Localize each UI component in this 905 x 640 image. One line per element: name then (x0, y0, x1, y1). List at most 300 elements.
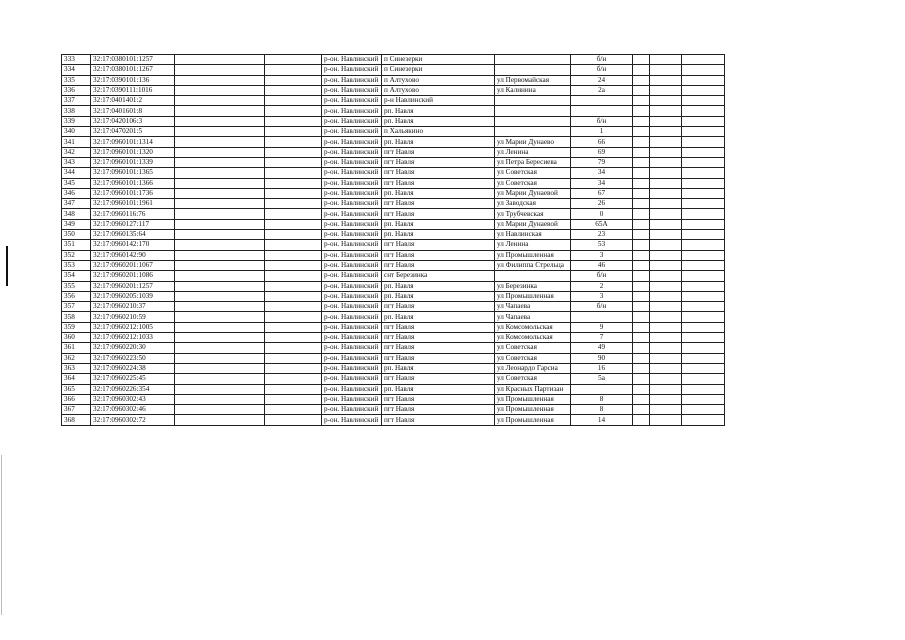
house-cell: 66 (571, 137, 633, 147)
cadastral-number: 32:17:0960212:1005 (91, 322, 175, 332)
settlement-cell: пгт Навля (382, 199, 495, 209)
district-cell: р-он. Навлинский (322, 374, 382, 384)
table-row (62, 116, 725, 126)
empty-cell (650, 219, 682, 229)
row-number: 335 (62, 75, 91, 85)
row-number: 343 (62, 157, 91, 167)
settlement-cell: рп. Навля (382, 291, 495, 301)
table-row (62, 137, 725, 147)
empty-cell (633, 230, 650, 240)
empty-cell (175, 394, 265, 404)
house-cell: 69 (571, 147, 633, 157)
district-cell: р-он. Навлинский (322, 291, 382, 301)
empty-cell (175, 209, 265, 219)
cadastral-number: 32:17:0960201:1067 (91, 260, 175, 270)
settlement-cell: пгт Навля (382, 415, 495, 425)
street-cell: ул Советская (495, 374, 571, 384)
cadastral-number: 32:17:0960101:1961 (91, 199, 175, 209)
table-row (62, 333, 725, 343)
table-row (62, 312, 725, 322)
table-row (62, 209, 725, 219)
empty-cell (650, 322, 682, 332)
empty-cell (682, 178, 725, 188)
cadastral-number: 32:17:0960142:170 (91, 240, 175, 250)
empty-cell (633, 127, 650, 137)
table-row (62, 106, 725, 116)
empty-cell (265, 168, 322, 178)
district-cell: р-он. Навлинский (322, 85, 382, 95)
settlement-cell: пгт Навля (382, 260, 495, 270)
cadastral-number: 32:17:0390111:1016 (91, 85, 175, 95)
house-cell: 90 (571, 353, 633, 363)
row-number: 337 (62, 96, 91, 106)
district-cell: р-он. Навлинский (322, 96, 382, 106)
empty-cell (682, 271, 725, 281)
empty-cell (265, 260, 322, 270)
row-number: 345 (62, 178, 91, 188)
empty-cell (265, 281, 322, 291)
empty-cell (633, 178, 650, 188)
empty-cell (650, 374, 682, 384)
empty-cell (175, 116, 265, 126)
empty-cell (650, 137, 682, 147)
settlement-cell: п Хальякино (382, 127, 495, 137)
empty-cell (633, 343, 650, 353)
house-cell: б/н (571, 271, 633, 281)
empty-cell (175, 157, 265, 167)
street-cell (495, 106, 571, 116)
empty-cell (633, 168, 650, 178)
settlement-cell: рп. Навля (382, 281, 495, 291)
empty-cell (175, 168, 265, 178)
settlement-cell: пгт Навля (382, 353, 495, 363)
empty-cell (682, 209, 725, 219)
street-cell: ул Леонардо Гарсиа (495, 363, 571, 373)
row-number: 339 (62, 116, 91, 126)
empty-cell (175, 384, 265, 394)
district-cell: р-он. Навлинский (322, 65, 382, 75)
row-number: 336 (62, 85, 91, 95)
row-number: 351 (62, 240, 91, 250)
empty-cell (175, 230, 265, 240)
empty-cell (650, 302, 682, 312)
empty-cell (265, 116, 322, 126)
house-cell (571, 312, 633, 322)
street-cell: ул Калинина (495, 85, 571, 95)
settlement-cell: пгт Навля (382, 343, 495, 353)
district-cell: р-он. Навлинский (322, 168, 382, 178)
empty-cell (265, 384, 322, 394)
cadastral-number: 32:17:0960212:1033 (91, 333, 175, 343)
empty-cell (633, 302, 650, 312)
empty-cell (633, 65, 650, 75)
empty-cell (175, 363, 265, 373)
row-number: 359 (62, 322, 91, 332)
house-cell: 16 (571, 363, 633, 373)
settlement-cell: пгт Навля (382, 302, 495, 312)
street-cell: ул Навлинская (495, 230, 571, 240)
empty-cell (265, 209, 322, 219)
empty-cell (175, 405, 265, 415)
house-cell: 3 (571, 291, 633, 301)
row-number: 361 (62, 343, 91, 353)
empty-cell (633, 157, 650, 167)
row-number: 348 (62, 209, 91, 219)
empty-cell (682, 353, 725, 363)
street-cell: ул Промышленная (495, 291, 571, 301)
empty-cell (682, 85, 725, 95)
row-number: 344 (62, 168, 91, 178)
cadastral-number: 32:17:0960220:30 (91, 343, 175, 353)
binder-mark (6, 246, 8, 286)
street-cell: ул Филиппа Стрельца (495, 260, 571, 270)
row-number: 368 (62, 415, 91, 425)
table-row (62, 199, 725, 209)
cadastral-number: 32:17:0960205:1039 (91, 291, 175, 301)
street-cell: ул Ленина (495, 240, 571, 250)
district-cell: р-он. Навлинский (322, 302, 382, 312)
cadastral-number: 32:17:0960101:1314 (91, 137, 175, 147)
empty-cell (175, 291, 265, 301)
cadastral-number: 32:17:0960142:90 (91, 250, 175, 260)
row-number: 358 (62, 312, 91, 322)
empty-cell (650, 127, 682, 137)
table-row (62, 55, 725, 65)
empty-cell (175, 85, 265, 95)
table-row (62, 394, 725, 404)
empty-cell (265, 178, 322, 188)
empty-cell (265, 55, 322, 65)
settlement-cell: р-н Навлинский (382, 96, 495, 106)
district-cell: р-он. Навлинский (322, 178, 382, 188)
house-cell: 7 (571, 333, 633, 343)
table-row (62, 75, 725, 85)
house-cell: 24 (571, 75, 633, 85)
settlement-cell: рп. Навля (382, 106, 495, 116)
empty-cell (265, 240, 322, 250)
table-row (62, 363, 725, 373)
cadastral-number: 32:17:0960101:1365 (91, 168, 175, 178)
empty-cell (633, 374, 650, 384)
empty-cell (633, 85, 650, 95)
table-row (62, 374, 725, 384)
street-cell: ул Петра Бересиева (495, 157, 571, 167)
empty-cell (650, 405, 682, 415)
house-cell: 65А (571, 219, 633, 229)
house-cell: 3 (571, 250, 633, 260)
empty-cell (682, 394, 725, 404)
empty-cell (175, 374, 265, 384)
house-cell: 0 (571, 209, 633, 219)
empty-cell (633, 281, 650, 291)
empty-cell (633, 75, 650, 85)
table-row (62, 291, 725, 301)
district-cell: р-он. Навлинский (322, 353, 382, 363)
empty-cell (682, 137, 725, 147)
settlement-cell: п Синезерки (382, 65, 495, 75)
empty-cell (682, 219, 725, 229)
street-cell (495, 65, 571, 75)
empty-cell (265, 188, 322, 198)
cadastral-number: 32:17:0960210:37 (91, 302, 175, 312)
empty-cell (265, 250, 322, 260)
empty-cell (633, 188, 650, 198)
settlement-cell: пгт Навля (382, 250, 495, 260)
row-number: 342 (62, 147, 91, 157)
district-cell: р-он. Навлинский (322, 209, 382, 219)
settlement-cell: рп. Навля (382, 219, 495, 229)
empty-cell (175, 188, 265, 198)
street-cell: ул Трубчевская (495, 209, 571, 219)
empty-cell (265, 106, 322, 116)
district-cell: р-он. Навлинский (322, 55, 382, 65)
settlement-cell: пгт Навля (382, 240, 495, 250)
empty-cell (650, 363, 682, 373)
settlement-cell: пгт Навля (382, 147, 495, 157)
house-cell: 8 (571, 394, 633, 404)
empty-cell (682, 168, 725, 178)
empty-cell (175, 137, 265, 147)
empty-cell (682, 291, 725, 301)
row-number: 360 (62, 333, 91, 343)
cadastral-number: 32:17:0960116:76 (91, 209, 175, 219)
table-row (62, 178, 725, 188)
house-cell: 2 (571, 281, 633, 291)
empty-cell (682, 260, 725, 270)
street-cell: ул Советская (495, 353, 571, 363)
district-cell: р-он. Навлинский (322, 230, 382, 240)
empty-cell (650, 394, 682, 404)
table-row (62, 230, 725, 240)
empty-cell (633, 240, 650, 250)
row-number: 340 (62, 127, 91, 137)
house-cell: б/н (571, 302, 633, 312)
empty-cell (633, 333, 650, 343)
empty-cell (650, 65, 682, 75)
settlement-cell: пгт Навля (382, 374, 495, 384)
house-cell: 23 (571, 230, 633, 240)
row-number: 333 (62, 55, 91, 65)
empty-cell (650, 188, 682, 198)
empty-cell (265, 230, 322, 240)
empty-cell (175, 271, 265, 281)
empty-cell (265, 302, 322, 312)
empty-cell (633, 260, 650, 270)
row-number: 363 (62, 363, 91, 373)
empty-cell (265, 96, 322, 106)
empty-cell (265, 374, 322, 384)
street-cell (495, 271, 571, 281)
district-cell: р-он. Навлинский (322, 281, 382, 291)
empty-cell (265, 85, 322, 95)
empty-cell (682, 415, 725, 425)
district-cell: р-он. Навлинский (322, 250, 382, 260)
empty-cell (650, 343, 682, 353)
empty-cell (682, 363, 725, 373)
empty-cell (682, 55, 725, 65)
empty-cell (175, 333, 265, 343)
district-cell: р-он. Навлинский (322, 384, 382, 394)
row-number: 355 (62, 281, 91, 291)
cadastral-number: 32:17:0401401:2 (91, 96, 175, 106)
empty-cell (650, 106, 682, 116)
cadastral-number: 32:17:0960302:43 (91, 394, 175, 404)
cadastral-number: 32:17:0380101:1267 (91, 65, 175, 75)
settlement-cell: пгт Навля (382, 157, 495, 167)
house-cell (571, 106, 633, 116)
district-cell: р-он. Навлинский (322, 137, 382, 147)
empty-cell (682, 127, 725, 137)
empty-cell (650, 333, 682, 343)
settlement-cell: пгт Навля (382, 178, 495, 188)
empty-cell (682, 199, 725, 209)
street-cell (495, 116, 571, 126)
empty-cell (650, 85, 682, 95)
table-row (62, 260, 725, 270)
district-cell: р-он. Навлинский (322, 116, 382, 126)
empty-cell (175, 178, 265, 188)
settlement-cell: п Алтухово (382, 85, 495, 95)
street-cell: ул Промышленная (495, 415, 571, 425)
cadastral-number: 32:17:0960101:1366 (91, 178, 175, 188)
empty-cell (175, 312, 265, 322)
house-cell: 5а (571, 374, 633, 384)
street-cell: ул Ленина (495, 147, 571, 157)
district-cell: р-он. Навлинский (322, 271, 382, 281)
empty-cell (633, 209, 650, 219)
cadastral-number: 32:17:0960302:46 (91, 405, 175, 415)
street-cell: ул Марии Дунаевой (495, 219, 571, 229)
empty-cell (650, 75, 682, 85)
empty-cell (175, 281, 265, 291)
empty-cell (175, 240, 265, 250)
empty-cell (682, 333, 725, 343)
empty-cell (682, 374, 725, 384)
street-cell: ул Заводская (495, 199, 571, 209)
settlement-cell: рп. Навля (382, 116, 495, 126)
table-row (62, 147, 725, 157)
empty-cell (650, 240, 682, 250)
empty-cell (650, 250, 682, 260)
table-row (62, 384, 725, 394)
street-cell: ул Советская (495, 178, 571, 188)
row-number: 341 (62, 137, 91, 147)
cadastral-number: 32:17:0420106:3 (91, 116, 175, 126)
empty-cell (682, 75, 725, 85)
empty-cell (650, 312, 682, 322)
street-cell: ул Советская (495, 343, 571, 353)
cadastral-number: 32:17:0960101:1339 (91, 157, 175, 167)
row-number: 338 (62, 106, 91, 116)
empty-cell (682, 188, 725, 198)
empty-cell (682, 240, 725, 250)
settlement-cell: пгт Навля (382, 405, 495, 415)
empty-cell (650, 291, 682, 301)
district-cell: р-он. Навлинский (322, 106, 382, 116)
house-cell: б/н (571, 116, 633, 126)
empty-cell (633, 322, 650, 332)
settlement-cell: рп. Навля (382, 188, 495, 198)
register-table (61, 54, 725, 426)
street-cell: ул Чапаева (495, 312, 571, 322)
empty-cell (175, 219, 265, 229)
empty-cell (650, 168, 682, 178)
empty-cell (175, 322, 265, 332)
empty-cell (682, 65, 725, 75)
street-cell (495, 96, 571, 106)
street-cell: ул Советская (495, 168, 571, 178)
settlement-cell: рп. Навля (382, 384, 495, 394)
empty-cell (633, 363, 650, 373)
empty-cell (682, 96, 725, 106)
table-row (62, 240, 725, 250)
empty-cell (650, 116, 682, 126)
district-cell: р-он. Навлинский (322, 147, 382, 157)
empty-cell (650, 147, 682, 157)
street-cell: ул Березинка (495, 281, 571, 291)
row-number: 364 (62, 374, 91, 384)
table-row (62, 302, 725, 312)
table-row (62, 281, 725, 291)
empty-cell (175, 127, 265, 137)
empty-cell (265, 291, 322, 301)
empty-cell (682, 384, 725, 394)
house-cell: 1 (571, 127, 633, 137)
empty-cell (265, 415, 322, 425)
table-row (62, 353, 725, 363)
empty-cell (650, 55, 682, 65)
table-row (62, 65, 725, 75)
empty-cell (633, 415, 650, 425)
empty-cell (650, 384, 682, 394)
street-cell: ул Чапаева (495, 302, 571, 312)
district-cell: р-он. Навлинский (322, 157, 382, 167)
empty-cell (265, 353, 322, 363)
house-cell (571, 384, 633, 394)
street-cell: ул Первомайская (495, 75, 571, 85)
empty-cell (650, 199, 682, 209)
street-cell: ул Марии Дунаево (495, 137, 571, 147)
district-cell: р-он. Навлинский (322, 312, 382, 322)
settlement-cell: рп. Навля (382, 137, 495, 147)
settlement-cell: пгт Навля (382, 168, 495, 178)
table-row (62, 322, 725, 332)
row-number: 357 (62, 302, 91, 312)
table-row (62, 127, 725, 137)
empty-cell (682, 312, 725, 322)
settlement-cell: рп. Навля (382, 230, 495, 240)
row-number: 354 (62, 271, 91, 281)
house-cell: 9 (571, 322, 633, 332)
district-cell: р-он. Навлинский (322, 405, 382, 415)
empty-cell (682, 343, 725, 353)
cadastral-number: 32:17:0960223:50 (91, 353, 175, 363)
empty-cell (633, 147, 650, 157)
row-number: 367 (62, 405, 91, 415)
row-number: 366 (62, 394, 91, 404)
district-cell: р-он. Навлинский (322, 188, 382, 198)
empty-cell (633, 291, 650, 301)
row-number: 362 (62, 353, 91, 363)
empty-cell (650, 281, 682, 291)
empty-cell (633, 199, 650, 209)
empty-cell (175, 65, 265, 75)
street-cell: ул Марии Дунаевой (495, 188, 571, 198)
district-cell: р-он. Навлинский (322, 75, 382, 85)
empty-cell (265, 343, 322, 353)
empty-cell (682, 230, 725, 240)
cadastral-number: 32:17:0960201:1257 (91, 281, 175, 291)
